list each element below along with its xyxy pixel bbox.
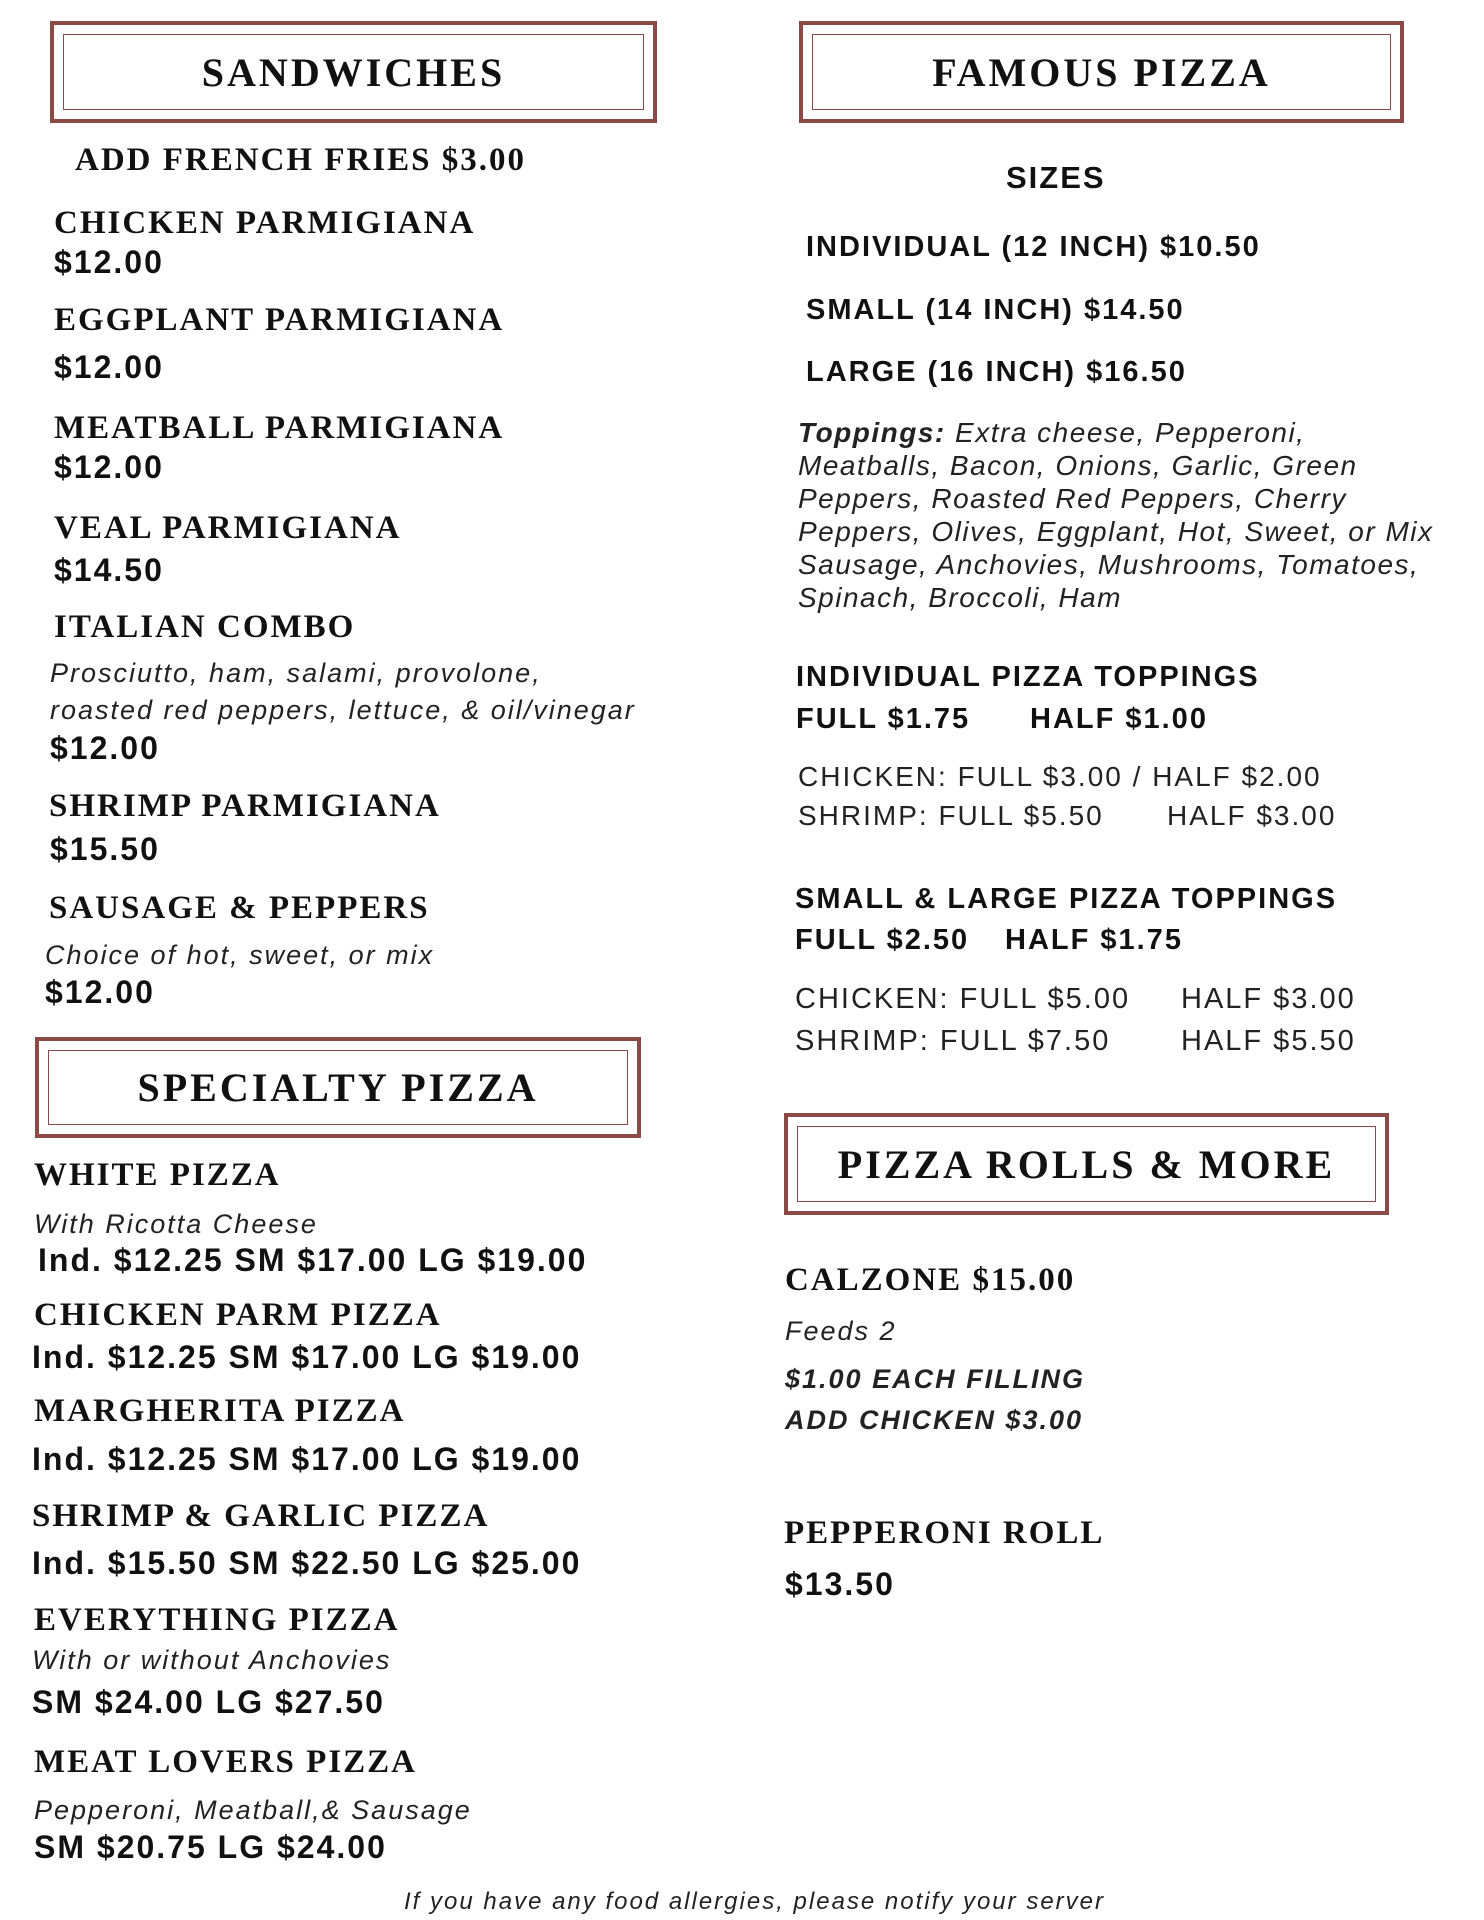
specialty-price: Ind. $12.25 SM $17.00 LG $19.00 <box>32 1441 582 1477</box>
specialty-name: CHICKEN PARM PIZZA <box>34 1297 442 1333</box>
rolls-header-box <box>784 1113 1389 1215</box>
individual-toppings-title: INDIVIDUAL PIZZA TOPPINGS <box>796 661 1260 693</box>
sandwich-description: Choice of hot, sweet, or mix <box>45 940 435 970</box>
specialty-price: SM $24.00 LG $27.50 <box>32 1684 385 1720</box>
toppings-items: Extra cheese, Pepperoni, Meatballs, Bacon, Onions, Garlic, Green Peppers, Roasted Red Peppers, Cherry Peppers, Olives, Eggplant, Hot, Sweet, or Mix Sausage, Anchovies, Mushrooms, Tomatoes, Spinach, Broccoli, Ham <box>798 417 1434 613</box>
specialty-name: EVERYTHING PIZZA <box>34 1602 400 1638</box>
small-large-half-price: HALF $1.75 <box>1005 924 1183 956</box>
small-large-toppings-title: SMALL & LARGE PIZZA TOPPINGS <box>795 883 1338 915</box>
small-large-chicken-full: CHICKEN: FULL $5.00 <box>795 983 1131 1015</box>
sandwich-price: $12.00 <box>50 730 160 766</box>
individual-shrimp-half: HALF $3.00 <box>1167 800 1337 831</box>
sandwich-price: $12.00 <box>45 974 155 1010</box>
sandwich-name: MEATBALL PARMIGIANA <box>54 410 505 446</box>
small-large-shrimp-full: SHRIMP: FULL $7.50 <box>795 1025 1111 1057</box>
sandwich-name: ITALIAN COMBO <box>54 609 356 645</box>
small-large-chicken-half: HALF $3.00 <box>1181 983 1356 1015</box>
individual-full-price: FULL $1.75 <box>796 703 971 735</box>
famous-header-box <box>799 21 1404 123</box>
size-option: SMALL (14 INCH) $14.50 <box>806 294 1185 326</box>
specialty-name: WHITE PIZZA <box>34 1157 281 1193</box>
sandwich-name: VEAL PARMIGIANA <box>54 510 402 546</box>
sandwiches-header-box <box>50 21 657 123</box>
size-option: INDIVIDUAL (12 INCH) $10.50 <box>806 231 1261 263</box>
sandwich-price: $14.50 <box>54 552 164 588</box>
rolls-header: PIZZA ROLLS & MORE <box>837 1141 1336 1187</box>
specialty-description: With or without Anchovies <box>32 1645 392 1675</box>
small-large-full-price: FULL $2.50 <box>795 924 970 956</box>
specialty-description: With Ricotta Cheese <box>34 1209 318 1239</box>
specialty-price: Ind. $12.25 SM $17.00 LG $19.00 <box>32 1339 582 1375</box>
allergy-notice: If you have any food allergies, please notify your server <box>404 1888 1105 1915</box>
sandwich-name: SAUSAGE & PEPPERS <box>49 890 430 926</box>
toppings-list <box>798 416 1448 614</box>
sandwich-price: $12.00 <box>54 449 164 485</box>
sandwich-price: $15.50 <box>50 831 160 867</box>
fries-note: ADD FRENCH FRIES $3.00 <box>75 142 527 178</box>
calzone-filling-note: $1.00 EACH FILLING <box>785 1364 1086 1394</box>
sandwiches-header: SANDWICHES <box>201 49 506 95</box>
small-large-shrimp-half: HALF $5.50 <box>1181 1025 1356 1057</box>
sandwich-description: Prosciutto, ham, salami, provolone, <box>50 658 542 688</box>
pepperoni-roll-name: PEPPERONI ROLL <box>784 1515 1105 1551</box>
calzone-name: CALZONE $15.00 <box>785 1262 1076 1298</box>
sandwich-name: SHRIMP PARMIGIANA <box>49 788 441 824</box>
specialty-name: MEAT LOVERS PIZZA <box>34 1744 418 1780</box>
calzone-chicken-note: ADD CHICKEN $3.00 <box>785 1405 1084 1435</box>
calzone-description: Feeds 2 <box>785 1316 897 1346</box>
sizes-label: SIZES <box>1006 160 1106 195</box>
individual-half-price: HALF $1.00 <box>1030 703 1208 735</box>
specialty-header-box <box>35 1037 641 1138</box>
famous-header: FAMOUS PIZZA <box>932 49 1271 95</box>
specialty-header: SPECIALTY PIZZA <box>137 1065 539 1110</box>
individual-shrimp-full: SHRIMP: FULL $5.50 <box>798 800 1104 831</box>
toppings-label: Toppings: <box>798 417 946 448</box>
specialty-price: SM $20.75 LG $24.00 <box>34 1829 387 1865</box>
individual-chicken-price: CHICKEN: FULL $3.00 / HALF $2.00 <box>798 761 1322 792</box>
specialty-description: Pepperoni, Meatball,& Sausage <box>34 1795 472 1825</box>
specialty-price: Ind. $15.50 SM $22.50 LG $25.00 <box>32 1545 582 1581</box>
sandwich-description: roasted red peppers, lettuce, & oil/vinegar <box>50 695 636 725</box>
size-option: LARGE (16 INCH) $16.50 <box>806 356 1187 388</box>
specialty-name: SHRIMP & GARLIC PIZZA <box>32 1498 490 1534</box>
sandwich-price: $12.00 <box>54 244 164 280</box>
sandwich-name: CHICKEN PARMIGIANA <box>54 205 476 241</box>
specialty-name: MARGHERITA PIZZA <box>34 1393 406 1429</box>
sandwich-name: EGGPLANT PARMIGIANA <box>54 302 505 338</box>
sandwich-price: $12.00 <box>54 349 164 385</box>
pepperoni-roll-price: $13.50 <box>785 1566 895 1602</box>
specialty-price: Ind. $12.25 SM $17.00 LG $19.00 <box>38 1242 588 1278</box>
